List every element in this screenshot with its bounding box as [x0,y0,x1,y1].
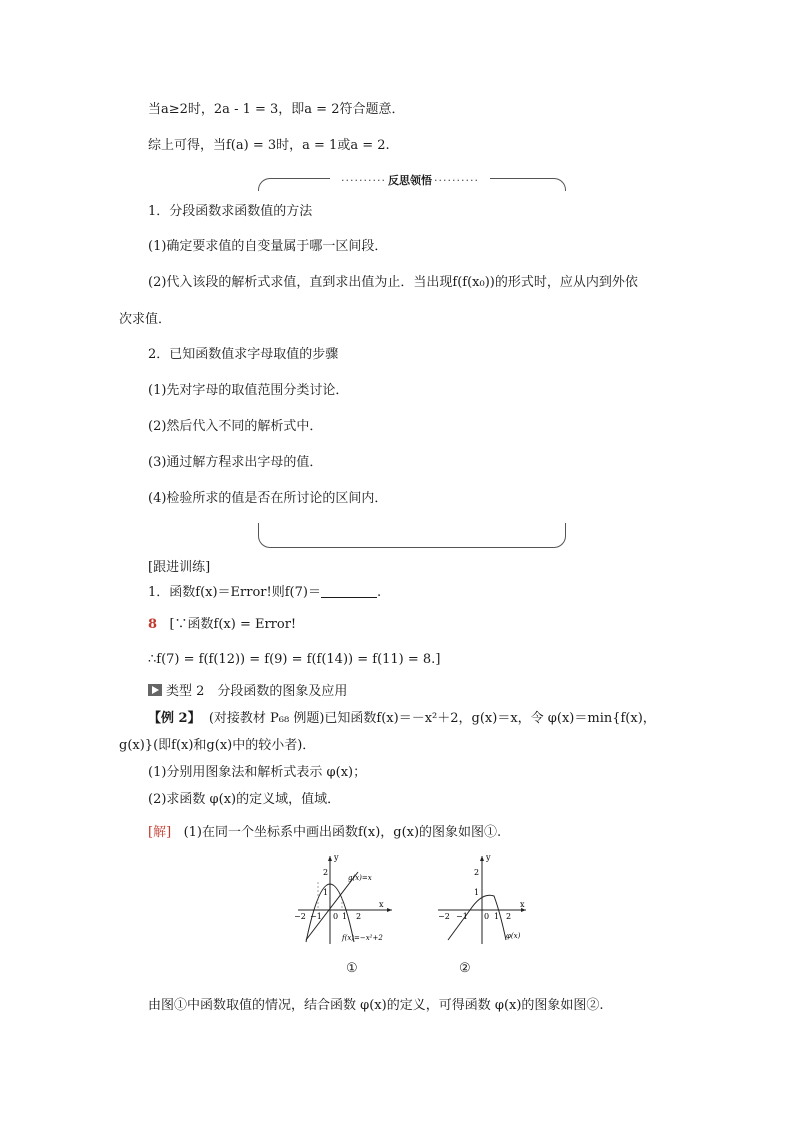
tick-x: −2 [294,912,306,921]
tick-y: 2 [323,868,329,877]
text-line: (4)检验所求的值是否在所讨论的区间内． [148,491,388,506]
tick-x: −1 [310,912,322,921]
answer-1 [148,616,296,634]
solution-text: (1)在同一个坐标系中画出函数f(x)，g(x)的图象如图①. [183,825,502,840]
text-line: 2．已知函数值求字母取值的步骤 [148,347,339,362]
answer-blank[interactable] [321,585,377,598]
y-axis-arrow [480,856,484,861]
question-1-text: 1．函数f(x)＝Error!则f(7)＝ [148,585,321,600]
figure-1-caption: ① [346,961,358,976]
f-label: f(x)=−x²+2 [342,934,383,942]
x-label: x [520,900,525,909]
x-label: x [379,900,384,909]
tick-x: 1 [342,912,348,921]
y-label: y [486,853,491,862]
follow-up-heading: [跟进训练] [148,560,211,575]
y-label: y [334,853,339,862]
box-title-label: 反思领悟 [388,174,432,187]
example-text: (对接教材 P₆₈ 例题)已知函数f(x)＝－x²＋2，g(x)＝x，令 φ(x)＝min{f(x)， [208,711,656,726]
example-2 [148,710,656,728]
solution-line [148,824,501,842]
type-2-heading [148,683,347,701]
question-1-end: . [376,585,382,600]
tick-x: 2 [506,912,512,921]
text-line: (1)先对字母的取值范围分类讨论． [148,383,349,398]
text-line: 1．分段函数求函数值的方法 [148,204,313,219]
tick-x: 0 [484,912,490,921]
tick-y: 1 [323,888,329,897]
text-line: (2)求函数 φ(x)的定义域，值域． [148,792,341,807]
type-2-title: 类型 2 分段函数的图象及应用 [166,684,348,699]
text-line: (2)然后代入不同的解析式中． [148,419,323,434]
example-label: 【例 2】 [148,711,201,726]
x-axis-arrow [387,908,392,912]
tick-x: −2 [438,912,450,921]
answer-1-text: [∵函数f(x) = Error! [169,617,297,632]
figure-1-graph [292,852,404,948]
text-line: g(x)}(即f(x)和g(x)中的较小者)． [119,738,316,753]
answer-1-calc: ∴f(7) = f(f(12)) = f(9) = f(f(14)) = f(11) = 8.] [148,652,441,667]
tick-x: 2 [356,912,362,921]
tick-x: 0 [333,912,339,921]
phi-label: φ(x) [506,932,521,940]
tick-x: 1 [494,912,500,921]
line-g [306,872,358,940]
figure-2-caption: ② [459,961,471,976]
reflection-box-bottom [258,523,566,548]
conclusion-text: 由图①中函数取值的情况，结合函数 φ(x)的定义，可得函数 φ(x)的图象如图②. [148,998,604,1013]
y-axis-arrow [328,856,332,861]
solution-label: [解] [148,825,172,840]
text-line: (1)确定要求值的自变量属于哪一区间段． [148,239,388,254]
text-line: (1)分别用图象法和解析式表示 φ(x)； [148,765,367,780]
text-line: 当a≥2时，2a - 1 = 3，即a = 2符合题意． [148,102,405,117]
tick-y: 1 [474,888,480,897]
text-line: (2)代入该段的解析式求值，直到求出值为止．当出现f(f(x₀))的形式时，应从内到外依 [148,275,638,290]
reflection-box-title: ·········· 反思领悟 ·········· [330,172,490,188]
text-line: 综上可得，当f(a) = 3时，a = 1或a = 2. [148,138,390,153]
text-line: 次求值． [119,312,172,327]
answer-1-number: 8 [148,617,158,632]
play-icon [148,684,162,696]
text-line: (3)通过解方程求出字母的值． [148,455,323,470]
question-1 [148,584,381,602]
tick-y: 2 [474,868,480,877]
tick-x: −1 [456,912,468,921]
figure-2-graph [434,852,534,948]
g-label: g(x)=x [348,874,372,882]
